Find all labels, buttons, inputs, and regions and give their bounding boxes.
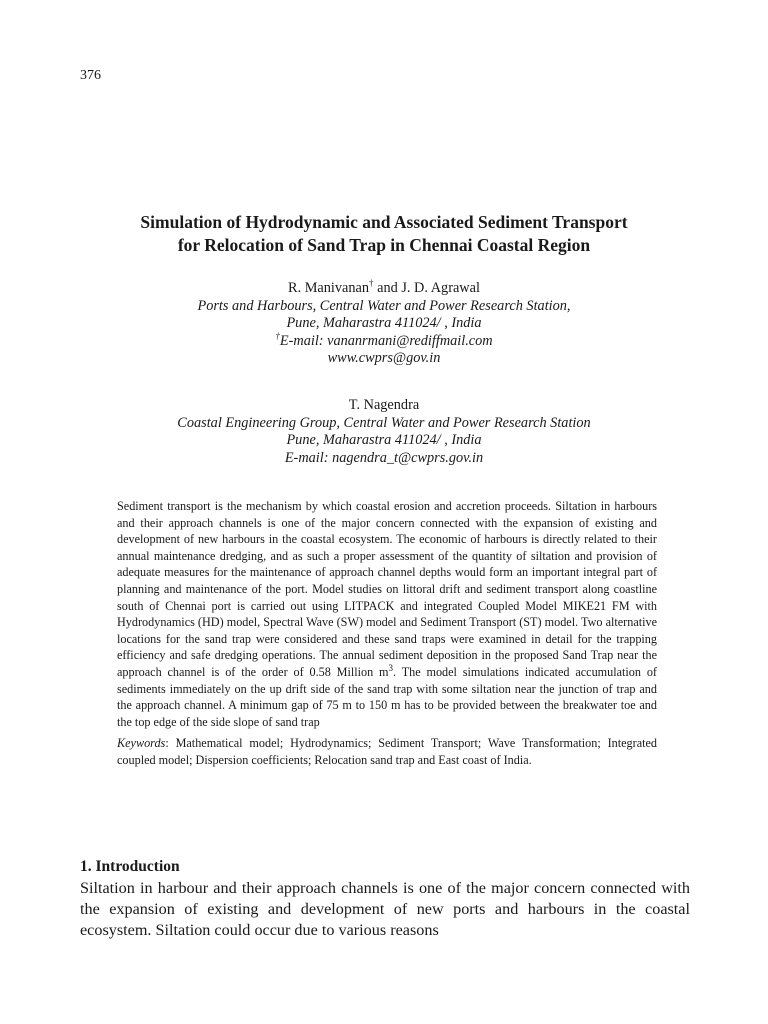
title-line-2: for Relocation of Sand Trap in Chennai Coastal Region <box>177 235 591 255</box>
cubic-superscript: 3 <box>388 662 394 673</box>
author-manivanan: R. Manivanan <box>288 280 370 296</box>
author-nagendra: T. Nagendra <box>348 397 420 413</box>
affiliation-2: Coastal Engineering Group, Central Water and Power Research Station <box>177 414 591 431</box>
address-2: Pune, Maharastra 411024/ , India <box>286 432 482 448</box>
author-names-1 <box>60 280 708 298</box>
address-1: Pune, Maharastra 411024/ , India <box>286 315 482 331</box>
abstract <box>117 498 657 769</box>
email-1 <box>60 330 708 351</box>
author-group-1 <box>60 280 708 368</box>
author-agrawal: and J. D. Agrawal <box>373 280 480 296</box>
keywords-text: Mathematical model; Hydrodynamics; Sediment Transport; Wave Transformation; Integrated coupled model; Dispersion coefficients; Relocation sand trap and East coast of India. <box>117 736 657 767</box>
keywords <box>117 735 657 768</box>
title-line-1: Simulation of Hydrodynamic and Associated Sediment Transport <box>140 212 628 232</box>
affiliation-1: Ports and Harbours, Central Water and Power Research Station, <box>197 297 571 314</box>
keywords-separator: : <box>165 736 176 751</box>
website-1: www.cwprs@gov.in <box>327 350 441 366</box>
email-1-text: E-mail: vananrmani@rediffmail.com <box>279 332 493 349</box>
introduction-text: Siltation in harbour and their approach channels is one of the major concern connected with the expansion of existing and development of new ports and harbours in the coastal ecosystem. Siltation could occur due to various reasons <box>80 879 690 939</box>
keywords-label: Keywords <box>117 736 166 751</box>
paper-title <box>60 211 708 257</box>
abstract-body: Sediment transport is the mechanism by which coastal erosion and accretion proceeds. Siltation in harbours and their approach channels is one of the major concern connected with the expansion of existing and development of new harbours in the coastal ecosystem. The economic of harbours is directly related to their annual maintenance dredging, and as such a proper assessment of the quantity of siltation and provision of adequate measures for the maintenance of approach channel depths would form an important integral part of planning and maintenance of the port. Model studies on littoral drift and sediment transport along coastline south of Chennai port is carried out using LITPACK and integrated Coupled Model MIKE21 FM with Hydrodynamics (HD) model, Spectral Wave (SW) model and Sediment Transport (ST) model. Two alternative locations for the sand trap were considered and these sand traps were examined in detail for the trapping efficiency and safe dredging operations. The annual sediment deposition in the proposed Sand Trap near the approach channel is of the order of 0.58 Million m <box>117 499 657 679</box>
abstract-text <box>117 498 657 730</box>
email-dagger-mark: † <box>275 330 280 341</box>
page-number: 376 <box>80 68 101 83</box>
author-group-2 <box>60 397 708 467</box>
abstract-body-end: . The model simulations indicated accumulation of sediments immediately on the up drift side of the sand trap with some siltation near the junction of trap and the approach channel. A minimum gap of 75 m to 150 m has to be provided between the breakwater toe and the top edge of the side slope of sand trap <box>117 664 657 729</box>
email-2: E-mail: nagendra_t@cwprs.gov.in <box>284 449 484 466</box>
introduction-heading: 1. Introduction <box>80 858 180 875</box>
dagger-mark: † <box>369 278 374 289</box>
